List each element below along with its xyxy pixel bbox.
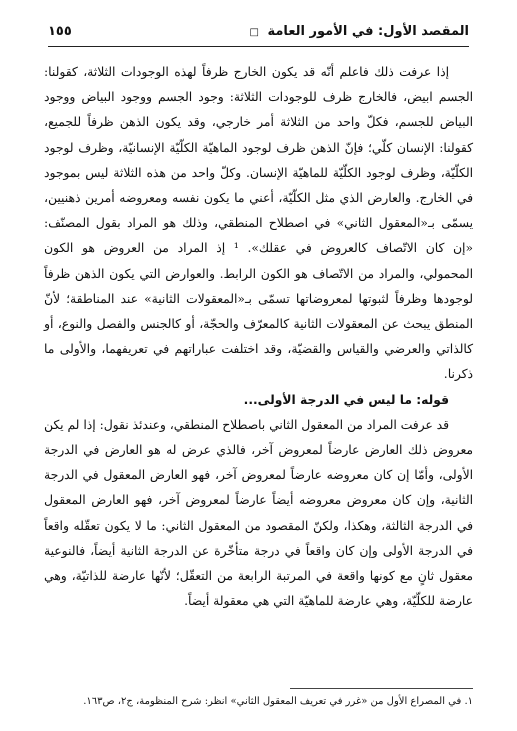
main-text (44, 60, 473, 614)
paragraph-2: قد عرفت المراد من المعقول الثاني باصطلاح المنطقي، وعندئذ نقول: إذا لم يكن معروض ذلك العارض عارضاً لمعروض آخر، فالذي عرض له هو العارض في الدرجة الأولى، وأمّا إن كان معروضه عارضاً لمعروض آخر، فهو العارض المعقول في الدرجة الثانية، وإن كان معروض معروضه أيضاً عارضاً لمعروض آخر، فهو العارض المعقول في الدرجة الثالثة، وهكذا، ولكنّ المقصود من المعقول الثاني: ما لا يكون تعقّله واقعاً في الدرجة الأولى وإن كان واقعاً في درجة متأخّرة عن الدرجة الثانية أيضاً، فالنوعية معقول ثانٍ مع كونها واقعة في المرتبة الرابعة من التعقّل؛ لأنّها عارضة للذاتيّة، وهي عارضة للكلّيّة، وهي عارضة للماهيّة التي هي معقولة أيضاً. (44, 417, 473, 609)
header-divider (48, 46, 469, 47)
paragraph-1: إذا عرفت ذلك فاعلم أنّه قد يكون الخارج ظرفاً لهذه الوجودات الثلاثة، كقولنا: الجسم ابيض، فالخارج ظرف للوجودات الثلاثة: وجود الجسم ووجود البياض ووجود البياض للجسم، فكلّ واحد من الثلاثة أمر خارجي، وقد يكون الذهن ظرفاً للجميع، كقولنا: الإنسان كلّي؛ فإنّ الذهن ظرف لوجود الماهيّة الكلّيّة الإنسانيّة، وظرف لوجود الكلّيّة، وظرف لوجود الكلّيّة للماهيّة الإنسان. وكلّ واحد من هذه الثلاثة ليس بموجود في الخارج. والعارض الذي مثل الكلّيّة، أعني ما يكون نفسه ومعروضه أمرين ذهنيين، يسمّى بـ«المعقول الثاني» في اصطلاح المنطقي، وذلك هو المراد بقول المصنّف: «إن كان الاتّصاف كالعروض في عقلك». ¹ إذ المراد من العروض هو الكون المحمولي، والمراد من الاتّصاف هو الكون الرابط. والعوارض التي يكون الذهن ظرفاً لوجودها وظرفاً لثبوتها لمعروضاتها تسمّى بـ«المعقولات الثانية» عند المناطقة؛ لأنّ المنطق يبحث عن المعقولات الثانية كالمعرّف والحجّة، أو كالجنس والفصل والنوع، أو كالذاتي والعرضي والقياس والقضيّة، وقد اختلفت عباراتهم في تعريفهما، والأولى ما ذكرنا. (44, 65, 473, 382)
footnote: ١. في المصراع الأول من «غرر في تعريف المعقول الثاني» انظر: شرح المنظومة، ج٢، ص١٦٣. (83, 696, 473, 707)
running-header (48, 20, 469, 42)
square-separator-icon: □ (249, 26, 259, 38)
chapter-title-text: المقصد الأول: في الأمور العامة (267, 23, 469, 39)
footnote-divider (290, 688, 473, 689)
page-number: ١٥٥ (48, 23, 72, 39)
section-heading: قوله: ما ليس في الدرجة الأولى... (243, 392, 449, 407)
chapter-title (246, 24, 469, 39)
